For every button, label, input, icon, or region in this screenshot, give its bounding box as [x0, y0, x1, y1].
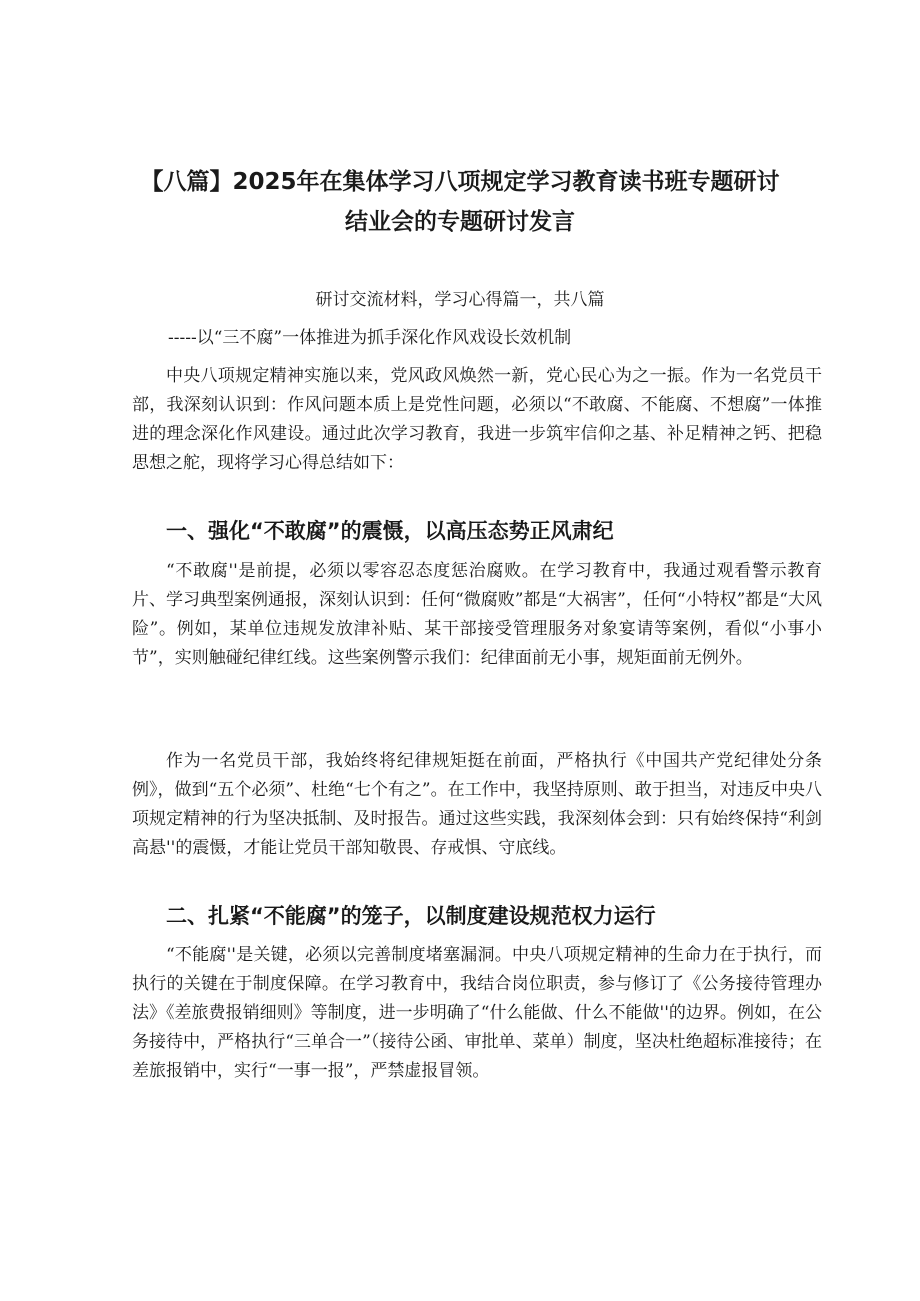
document-subtitle: 研讨交流材料，学习心得篇一，共八篇 — [315, 290, 605, 310]
document-tagline: -----以“三不腐”一体推进为抓手深化作风戏设长效机制 — [168, 328, 572, 348]
section2-paragraph-1: “不能腐''是关键，必须以完善制度堵塞漏洞。中央八项规定精神的生命力在于执行，而执行的关键在于制度保障。在学习教育中，我结合岗位职责，参与修订了《公务接待管理办法》《差旅费报销细则》等制度，进一步明确了“什么能做、什么不能做''的边界。例如，在公务接待中，严格执行“三单合一”（接待公函、审批单、菜单）制度，坚决杜绝超标准接待；在差旅报销中，实行“一事一报”，严禁虚报冒领。 — [132, 945, 822, 1081]
intro-paragraph: 中央八项规定精神实施以来，党风政风焕然一新，党心民心为之一振。作为一名党员干部，我深刻认识到：作风问题本质上是党性问题，必须以“不敢腐、不能腐、不想腐”一体推进的理念深化作风建设。通过此次学习教育，我进一步筑牢信仰之基、补足精神之钙、把稳思想之舵，现将学习心得总结如下： — [132, 366, 822, 473]
section1-paragraph-1: “不敢腐''是前提，必须以零容忍态度惩治腐败。在学习教育中，我通过观看警示教育片、学习典型案例通报，深刻认识到：任何“微腐败”都是“大祸害”，任何“小特权”都是“大风险”。例如，某单位违规发放津补贴、某干部接受管理服务对象宴请等案例，看似“小事小节”，实则触碰纪律红线。这些案例警示我们：纪律面前无小事，规矩面前无例外。 — [132, 561, 822, 668]
document-title-line2: 结业会的专题研讨发言 — [345, 209, 575, 235]
document-title-line1: 【八篇】2025年在集体学习八项规定学习教育读书班专题研讨 — [140, 169, 780, 195]
section1-paragraph-2: 作为一名党员干部，我始终将纪律规矩挺在前面，严格执行《中国共产党纪律处分条例》，做到“五个必须”、杜绝“七个有之”。在工作中，我坚持原则、敢于担当，对违反中央八项规定精神的行为坚决抵制、及时报告。通过这些实践，我深刻体会到：只有始终保持“利剑高悬''的震慑，才能让党员干部知敬畏、存戒惧、守底线。 — [132, 751, 822, 858]
section1-heading: 一、强化“不敢腐”的震慑，以高压态势正风肃纪 — [166, 519, 614, 543]
section2-heading: 二、扎紧“不能腐”的笼子，以制度建设规范权力运行 — [166, 904, 656, 928]
